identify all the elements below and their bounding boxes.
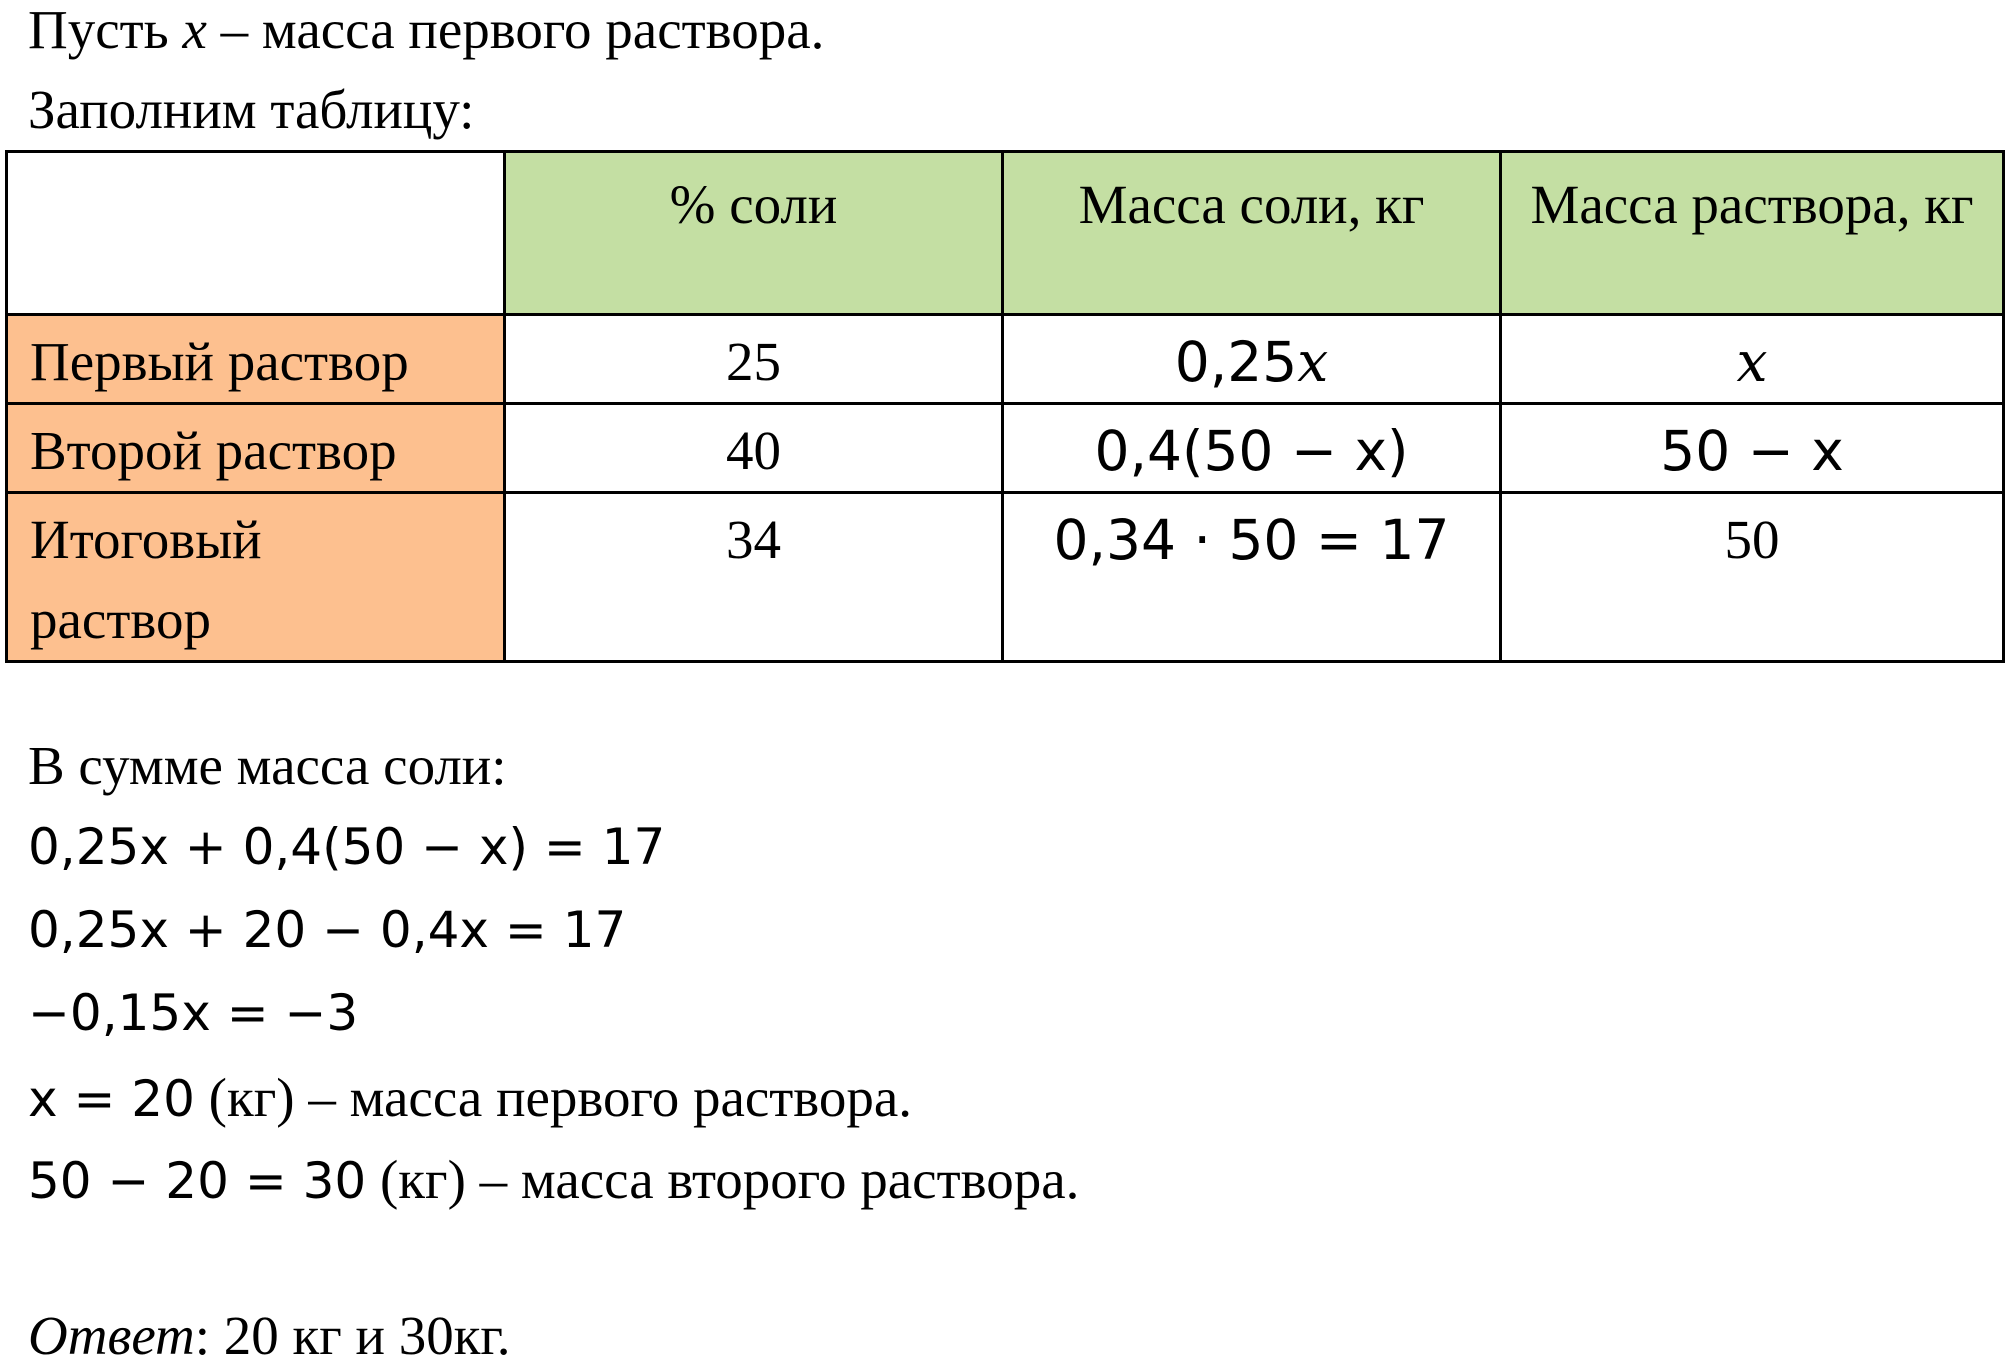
header-percent-salt: % соли xyxy=(505,152,1003,315)
table-row xyxy=(7,493,2004,662)
cell-salt-mass: 0,34 · 50 = 17 xyxy=(1003,493,1501,662)
equation-1: 0,25x + 0,4(50 − x) = 17 xyxy=(28,818,666,876)
intro-text: Пусть xyxy=(28,0,183,60)
equation-math: x = 20 xyxy=(28,1070,195,1128)
table-row xyxy=(7,315,2004,404)
intro-text: – масса первого раствора. xyxy=(206,0,825,60)
solution-table xyxy=(5,150,2005,663)
number: 0,25 xyxy=(1174,330,1298,394)
row-label-line: раствор xyxy=(30,589,211,650)
cell-solution-mass: 50 − x xyxy=(1501,404,2004,493)
variable-x: x xyxy=(1297,330,1329,394)
answer-line xyxy=(28,1305,511,1366)
cell-percent: 34 xyxy=(505,493,1003,662)
row-label-second: Второй раствор xyxy=(7,404,505,493)
answer-text: : 20 кг и 30кг. xyxy=(194,1305,511,1366)
equation-3: −0,15x = −3 xyxy=(28,984,359,1042)
equation-math: 50 − 20 = 30 xyxy=(28,1152,367,1210)
equation-2: 0,25x + 20 − 0,4x = 17 xyxy=(28,901,627,959)
table-header-row xyxy=(7,152,2004,315)
table-row xyxy=(7,404,2004,493)
header-empty-cell xyxy=(7,152,505,315)
intro-line-1 xyxy=(28,0,825,60)
cell-salt-mass: 0,4(50 − x) xyxy=(1003,404,1501,493)
cell-solution-mass: 50 xyxy=(1501,493,2004,662)
equation-text: (кг) – масса первого раствора. xyxy=(194,1067,913,1128)
cell-percent: 25 xyxy=(505,315,1003,404)
answer-label: Ответ xyxy=(28,1305,195,1366)
solution-intro: В сумме масса соли: xyxy=(28,735,507,796)
equation-text: (кг) – масса второго раствора. xyxy=(366,1149,1080,1210)
cell-percent: 40 xyxy=(505,404,1003,493)
row-label-first: Первый раствор xyxy=(7,315,505,404)
intro-line-2: Заполним таблицу: xyxy=(28,79,475,140)
row-label-line: Итоговый xyxy=(30,509,262,570)
cell-solution-mass xyxy=(1501,315,2004,404)
cell-salt-mass xyxy=(1003,315,1501,404)
equation-4 xyxy=(28,1067,913,1128)
variable-x: x xyxy=(182,0,207,60)
equation-5 xyxy=(28,1149,1080,1210)
variable-x: x xyxy=(1736,330,1768,394)
header-salt-mass: Масса соли, кг xyxy=(1003,152,1501,315)
header-solution-mass: Масса раствора, кг xyxy=(1501,152,2004,315)
row-label-total xyxy=(7,493,505,662)
